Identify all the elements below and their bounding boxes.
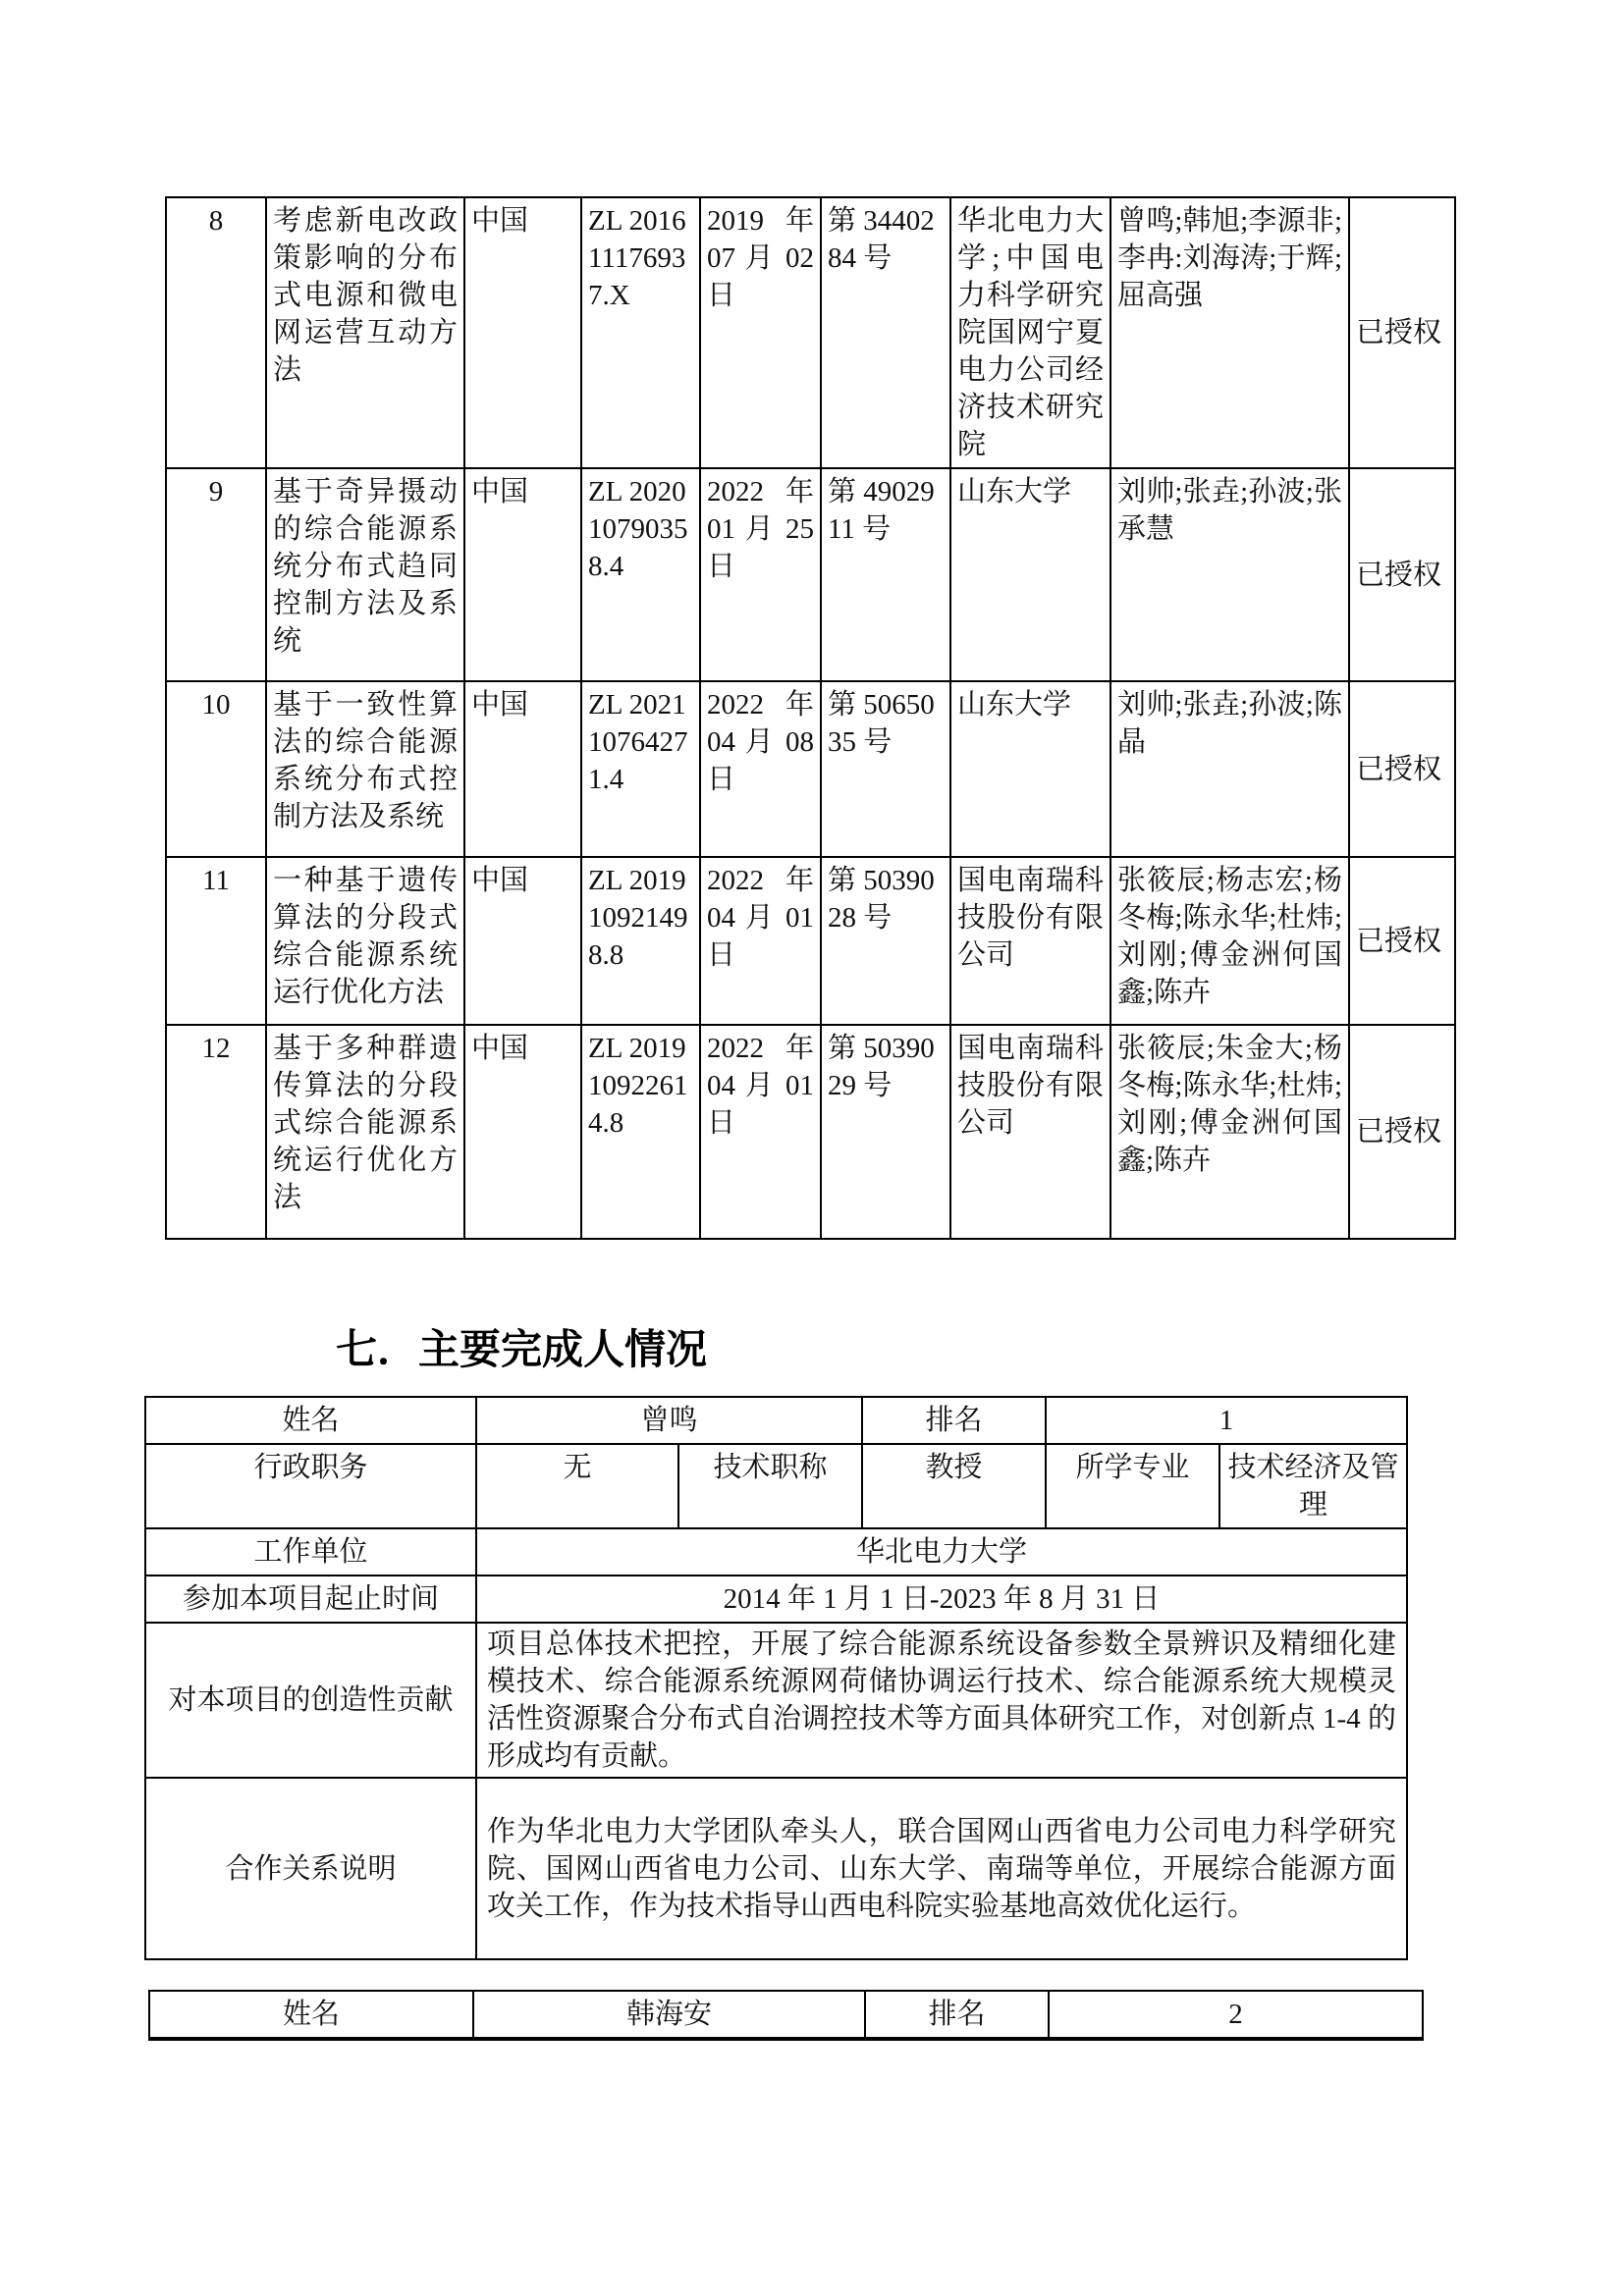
name-label: 姓名 [149, 1991, 473, 2039]
owner-cell: 国电南瑞科技股份有限公司 [950, 1025, 1110, 1239]
patent-table [165, 196, 1456, 1240]
person1-contribution-row [145, 1623, 1407, 1778]
auth-date-cell: 2019 年 07 月 02 日 [700, 197, 821, 468]
patent-no-cell: ZL 2020 1079035 8.4 [581, 468, 700, 681]
status-cell: 已授权 [1349, 681, 1455, 857]
patent-row [166, 857, 1455, 1025]
patent-row [166, 1025, 1455, 1239]
name-value: 韩海安 [473, 1991, 865, 2039]
period-value: 2014 年 1 月 1 日-2023 年 8 月 31 日 [476, 1575, 1407, 1623]
cert-no-cell: 第 4902911 号 [821, 468, 950, 681]
seq-cell: 8 [166, 197, 266, 468]
person1-period-row [145, 1575, 1407, 1623]
major-label: 所学专业 [1046, 1444, 1219, 1528]
rank-value: 1 [1046, 1397, 1407, 1444]
admin-duty-label: 行政职务 [145, 1444, 476, 1528]
owner-cell: 山东大学 [950, 468, 1110, 681]
auth-date-cell: 2022 年 04 月 01 日 [700, 857, 821, 1025]
rank-label: 排名 [862, 1397, 1046, 1444]
owner-cell: 山东大学 [950, 681, 1110, 857]
patent-row [166, 468, 1455, 681]
major-value: 技术经济及管理 [1219, 1444, 1407, 1528]
status-cell: 已授权 [1349, 857, 1455, 1025]
seq-cell: 10 [166, 681, 266, 857]
cooperation-label: 合作关系说明 [145, 1778, 476, 1959]
patent-no-cell: ZL 2019 1092261 4.8 [581, 1025, 700, 1239]
auth-date-cell: 2022 年 01 月 25 日 [700, 468, 821, 681]
person1-workunit-row [145, 1528, 1407, 1575]
work-unit-value: 华北电力大学 [476, 1528, 1407, 1575]
inventors-cell: 刘帅;张垚;孙波;陈晶 [1110, 681, 1349, 857]
name-label: 姓名 [145, 1397, 476, 1444]
country-cell: 中国 [464, 681, 581, 857]
country-cell: 中国 [464, 1025, 581, 1239]
person2-name-row [149, 1991, 1423, 2039]
country-cell: 中国 [464, 857, 581, 1025]
title-cell: 基于一致性算法的综合能源系统分布式控制方法及系统 [266, 681, 464, 857]
country-cell: 中国 [464, 197, 581, 468]
patent-row [166, 681, 1455, 857]
inventors-cell: 刘帅;张垚;孙波;张承慧 [1110, 468, 1349, 681]
seq-cell: 9 [166, 468, 266, 681]
inventors-cell: 曾鸣;韩旭;李源非;李冉:刘海涛;于辉;屈高强 [1110, 197, 1349, 468]
inventors-cell: 张筱辰;杨志宏;杨冬梅;陈永华;杜炜;刘刚;傅金洲何国鑫;陈卉 [1110, 857, 1349, 1025]
owner-cell: 华北电力大学;中国电力科学研究院国网宁夏电力公司经济技术研究院 [950, 197, 1110, 468]
title-cell: 一种基于遗传算法的分段式综合能源系统运行优化方法 [266, 857, 464, 1025]
cooperation-text: 作为华北电力大学团队牵头人，联合国网山西省电力公司电力科学研究院、国网山西省电力公司、山东大学、南瑞等单位，开展综合能源方面攻关工作，作为技术指导山西电科院实验基地高效优化运行。 [476, 1778, 1407, 1959]
person1-cooperation-row [145, 1778, 1407, 1959]
patent-row [166, 197, 1455, 468]
cert-no-cell: 第 5065035 号 [821, 681, 950, 857]
rank-value: 2 [1049, 1991, 1423, 2039]
status-cell: 已授权 [1349, 1025, 1455, 1239]
auth-date-cell: 2022 年 04 月 01 日 [700, 1025, 821, 1239]
patent-no-cell: ZL 2021 1076427 1.4 [581, 681, 700, 857]
work-unit-label: 工作单位 [145, 1528, 476, 1575]
person2-table [148, 1990, 1424, 2041]
person1-table [144, 1396, 1408, 1960]
tech-title-label: 技术职称 [678, 1444, 862, 1528]
patent-no-cell: ZL 2019 1092149 8.8 [581, 857, 700, 1025]
cert-no-cell: 第 3440284 号 [821, 197, 950, 468]
section-title: 七．主要完成人情况 [336, 1326, 708, 1372]
patent-no-cell: ZL 2016 1117693 7.X [581, 197, 700, 468]
person1-title-row [145, 1444, 1407, 1528]
country-cell: 中国 [464, 468, 581, 681]
title-cell: 基于多种群遗传算法的分段式综合能源系统运行优化方法 [266, 1025, 464, 1239]
title-cell: 考虑新电改政策影响的分布式电源和微电网运营互动方法 [266, 197, 464, 468]
auth-date-cell: 2022 年 04 月 08 日 [700, 681, 821, 857]
name-value: 曾鸣 [476, 1397, 862, 1444]
cert-no-cell: 第 5039028 号 [821, 857, 950, 1025]
seq-cell: 12 [166, 1025, 266, 1239]
admin-duty-value: 无 [476, 1444, 678, 1528]
seq-cell: 11 [166, 857, 266, 1025]
inventors-cell: 张筱辰;朱金大;杨冬梅;陈永华;杜炜;刘刚;傅金洲何国鑫;陈卉 [1110, 1025, 1349, 1239]
person1-name-row [145, 1397, 1407, 1444]
owner-cell: 国电南瑞科技股份有限公司 [950, 857, 1110, 1025]
tech-title-value: 教授 [862, 1444, 1046, 1528]
cert-no-cell: 第 5039029 号 [821, 1025, 950, 1239]
title-cell: 基于奇异摄动的综合能源系统分布式趋同控制方法及系统 [266, 468, 464, 681]
status-cell: 已授权 [1349, 468, 1455, 681]
rank-label: 排名 [865, 1991, 1049, 2039]
contribution-text: 项目总体技术把控，开展了综合能源系统设备参数全景辨识及精细化建模技术、综合能源系统源网荷储协调运行技术、综合能源系统大规模灵活性资源聚合分布式自治调控技术等方面具体研究工作，对创新点 1-4 的形成均有贡献。 [476, 1623, 1407, 1778]
period-label: 参加本项目起止时间 [145, 1575, 476, 1623]
status-cell: 已授权 [1349, 197, 1455, 468]
contribution-label: 对本项目的创造性贡献 [145, 1623, 476, 1778]
